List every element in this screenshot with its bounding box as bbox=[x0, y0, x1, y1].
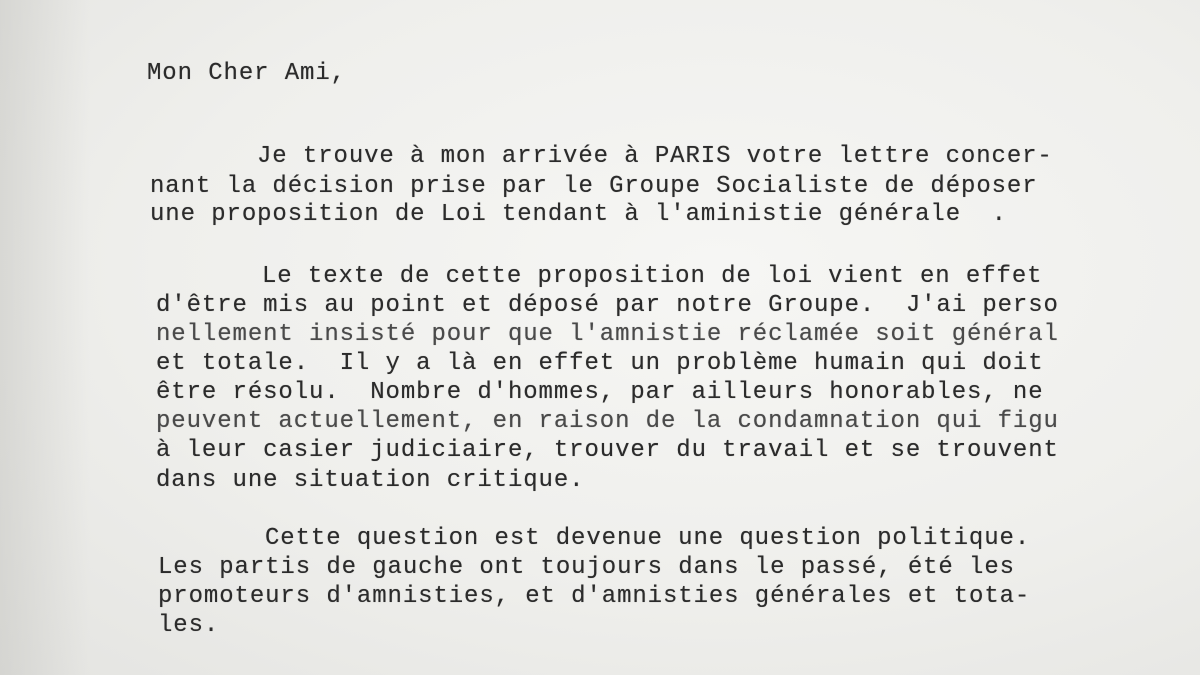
paragraph-3-line-2: Les partis de gauche ont toujours dans le passé, été les bbox=[158, 554, 1015, 581]
paragraph-2-line-1: Le texte de cette proposition de loi vient en effet bbox=[262, 263, 1043, 290]
paragraph-3-line-3: promoteurs d'amnisties, et d'amnisties générales et tota- bbox=[158, 583, 1031, 610]
paragraph-2-line-8: dans une situation critique. bbox=[156, 467, 585, 494]
paragraph-2-line-4: et totale. Il y a là en effet un problème humain qui doit bbox=[156, 350, 1044, 377]
paragraph-1-line-1: Je trouve à mon arrivée à PARIS votre lettre concer- bbox=[257, 143, 1053, 170]
paragraph-2-line-6: peuvent actuellement, en raison de la condamnation qui figu bbox=[156, 408, 1059, 435]
paragraph-3-line-4: les. bbox=[158, 612, 220, 639]
paragraph-1-line-2: nant la décision prise par le Groupe Socialiste de déposer bbox=[150, 173, 1038, 200]
paragraph-3-line-1: Cette question est devenue une question politique. bbox=[265, 525, 1031, 552]
salutation: Mon Cher Ami, bbox=[147, 60, 346, 87]
paragraph-2-line-5: être résolu. Nombre d'hommes, par ailleurs honorables, ne bbox=[156, 379, 1044, 406]
paragraph-2-line-3: nellement insisté pour que l'amnistie réclamée soit général bbox=[156, 321, 1059, 348]
paragraph-1-line-3: une proposition de Loi tendant à l'aministie générale . bbox=[150, 201, 1007, 228]
paragraph-2-line-2: d'être mis au point et déposé par notre Groupe. J'ai perso bbox=[156, 292, 1059, 319]
paragraph-2-line-7: à leur casier judiciaire, trouver du travail et se trouvent bbox=[156, 437, 1059, 464]
page-edge-shadow bbox=[0, 0, 90, 675]
